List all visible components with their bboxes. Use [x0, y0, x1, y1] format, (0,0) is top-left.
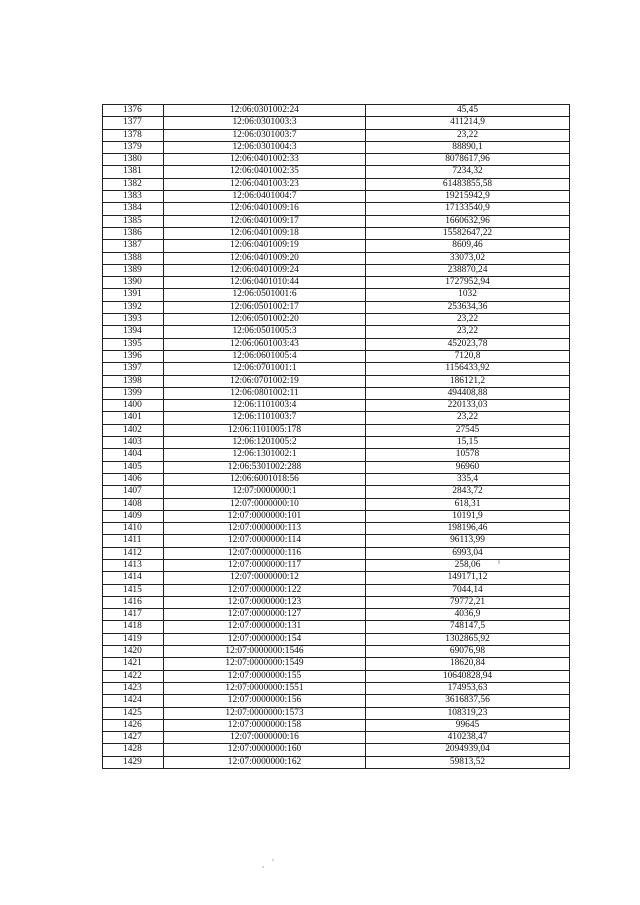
cadastral-number-cell: 12:06:0401002:35 — [164, 166, 366, 178]
cadastral-number-cell: 12:06:0801002:11 — [164, 387, 366, 399]
cadastral-number-cell: 12:06:1101003:4 — [164, 400, 366, 412]
cadastral-number-cell: 12:06:0401009:18 — [164, 227, 366, 239]
table-row — [103, 289, 570, 301]
row-number-cell: 1385 — [103, 215, 164, 227]
row-number-cell: 1389 — [103, 264, 164, 276]
row-number-cell: 1377 — [103, 117, 164, 129]
row-number-cell: 1418 — [103, 621, 164, 633]
cadastral-number-cell: 12:07:0000000:117 — [164, 559, 366, 571]
row-number-cell: 1428 — [103, 744, 164, 756]
value-cell: 186121,2 — [366, 375, 570, 387]
value-cell: 4036,9 — [366, 609, 570, 621]
row-number-cell: 1376 — [103, 105, 164, 117]
table-row — [103, 473, 570, 485]
cadastral-number-cell: 12:06:5301002:288 — [164, 461, 366, 473]
cadastral-number-cell: 12:06:0601003:43 — [164, 338, 366, 350]
cadastral-number-cell: 12:07:0000000:101 — [164, 510, 366, 522]
row-number-cell: 1429 — [103, 756, 164, 768]
table-row — [103, 117, 570, 129]
value-cell: 17133540,9 — [366, 203, 570, 215]
table-row — [103, 572, 570, 584]
row-number-cell: 1380 — [103, 154, 164, 166]
table-row — [103, 264, 570, 276]
row-number-cell: 1394 — [103, 326, 164, 338]
value-cell: 33073,02 — [366, 252, 570, 264]
table-row — [103, 707, 570, 719]
cadastral-number-cell: 12:06:6001018:56 — [164, 473, 366, 485]
row-number-cell: 1405 — [103, 461, 164, 473]
table-row — [103, 326, 570, 338]
row-number-cell: 1393 — [103, 314, 164, 326]
table-row — [103, 510, 570, 522]
value-cell: 15,15 — [366, 437, 570, 449]
row-number-cell: 1417 — [103, 609, 164, 621]
cadastral-number-cell: 12:06:0401009:16 — [164, 203, 366, 215]
cadastral-number-cell: 12:06:0501001:6 — [164, 289, 366, 301]
row-number-cell: 1388 — [103, 252, 164, 264]
cadastral-number-cell: 12:07:0000000:10 — [164, 498, 366, 510]
table-row — [103, 486, 570, 498]
value-cell: 8609,46 — [366, 240, 570, 252]
table-row — [103, 154, 570, 166]
value-cell: 1660632,96 — [366, 215, 570, 227]
table-row — [103, 191, 570, 203]
cadastral-number-cell: 12:07:0000000:127 — [164, 609, 366, 621]
cadastral-number-cell: 12:06:1301002:1 — [164, 449, 366, 461]
row-number-cell: 1379 — [103, 141, 164, 153]
row-number-cell: 1398 — [103, 375, 164, 387]
row-number-cell: 1402 — [103, 424, 164, 436]
value-cell: 7120,8 — [366, 350, 570, 362]
row-number-cell: 1407 — [103, 486, 164, 498]
table-row — [103, 547, 570, 559]
value-cell: 99645 — [366, 719, 570, 731]
row-number-cell: 1381 — [103, 166, 164, 178]
table-row — [103, 166, 570, 178]
row-number-cell: 1400 — [103, 400, 164, 412]
table-row — [103, 178, 570, 190]
value-cell: 61483855,58 — [366, 178, 570, 190]
value-cell: 1032 — [366, 289, 570, 301]
cadastral-value-table — [102, 104, 570, 769]
cadastral-number-cell: 12:07:0000000:116 — [164, 547, 366, 559]
cadastral-number-cell: 12:07:0000000:1551 — [164, 682, 366, 694]
cadastral-number-cell: 12:06:0401009:19 — [164, 240, 366, 252]
table-row — [103, 277, 570, 289]
row-number-cell: 1427 — [103, 732, 164, 744]
row-number-cell: 1419 — [103, 633, 164, 645]
table-row — [103, 301, 570, 313]
value-cell: 45,45 — [366, 105, 570, 117]
scan-speck — [498, 560, 500, 564]
value-cell: 23,22 — [366, 412, 570, 424]
cadastral-number-cell: 12:06:0601005:4 — [164, 350, 366, 362]
table-row — [103, 719, 570, 731]
row-number-cell: 1387 — [103, 240, 164, 252]
cadastral-number-cell: 12:06:1101003:7 — [164, 412, 366, 424]
table-row — [103, 424, 570, 436]
value-cell: 15582647,22 — [366, 227, 570, 239]
value-cell: 23,22 — [366, 129, 570, 141]
row-number-cell: 1396 — [103, 350, 164, 362]
cadastral-number-cell: 12:06:0701001:1 — [164, 363, 366, 375]
row-number-cell: 1406 — [103, 473, 164, 485]
value-cell: 1156433,92 — [366, 363, 570, 375]
row-number-cell: 1408 — [103, 498, 164, 510]
row-number-cell: 1409 — [103, 510, 164, 522]
row-number-cell: 1415 — [103, 584, 164, 596]
value-cell: 69076,98 — [366, 646, 570, 658]
table-row — [103, 523, 570, 535]
cadastral-number-cell: 12:06:0501002:17 — [164, 301, 366, 313]
value-cell: 238870,24 — [366, 264, 570, 276]
table-row — [103, 129, 570, 141]
table-row — [103, 670, 570, 682]
table-row — [103, 363, 570, 375]
row-number-cell: 1423 — [103, 682, 164, 694]
table-row — [103, 400, 570, 412]
cadastral-number-cell: 12:06:0301003:3 — [164, 117, 366, 129]
row-number-cell: 1425 — [103, 707, 164, 719]
value-cell: 59813,52 — [366, 756, 570, 768]
row-number-cell: 1426 — [103, 719, 164, 731]
row-number-cell: 1422 — [103, 670, 164, 682]
value-cell: 23,22 — [366, 326, 570, 338]
table-row — [103, 535, 570, 547]
row-number-cell: 1382 — [103, 178, 164, 190]
table-body — [103, 105, 570, 769]
table-row — [103, 105, 570, 117]
value-cell: 96113,99 — [366, 535, 570, 547]
cadastral-number-cell: 12:07:0000000:114 — [164, 535, 366, 547]
table-row — [103, 621, 570, 633]
table-row — [103, 695, 570, 707]
row-number-cell: 1392 — [103, 301, 164, 313]
table-row — [103, 584, 570, 596]
value-cell: 10640828,94 — [366, 670, 570, 682]
cadastral-number-cell: 12:07:0000000:155 — [164, 670, 366, 682]
value-cell: 79772,21 — [366, 596, 570, 608]
value-cell: 108319,23 — [366, 707, 570, 719]
value-cell: 452023,78 — [366, 338, 570, 350]
cadastral-number-cell: 12:07:0000000:1 — [164, 486, 366, 498]
table-row — [103, 227, 570, 239]
cadastral-number-cell: 12:07:0000000:156 — [164, 695, 366, 707]
value-cell: 1302865,92 — [366, 633, 570, 645]
row-number-cell: 1413 — [103, 559, 164, 571]
value-cell: 10191,9 — [366, 510, 570, 522]
row-number-cell: 1399 — [103, 387, 164, 399]
cadastral-number-cell: 12:07:0000000:1546 — [164, 646, 366, 658]
row-number-cell: 1411 — [103, 535, 164, 547]
row-number-cell: 1401 — [103, 412, 164, 424]
value-cell: 198196,46 — [366, 523, 570, 535]
value-cell: 8078617,96 — [366, 154, 570, 166]
value-cell: 149171,12 — [366, 572, 570, 584]
value-cell: 23,22 — [366, 314, 570, 326]
row-number-cell: 1416 — [103, 596, 164, 608]
cadastral-number-cell: 12:06:0301004:3 — [164, 141, 366, 153]
row-number-cell: 1378 — [103, 129, 164, 141]
value-cell: 2843,72 — [366, 486, 570, 498]
row-number-cell: 1412 — [103, 547, 164, 559]
table-row — [103, 596, 570, 608]
table-row — [103, 756, 570, 768]
table-row — [103, 215, 570, 227]
table-row — [103, 682, 570, 694]
value-cell: 7234,32 — [366, 166, 570, 178]
scan-speck — [262, 866, 264, 868]
value-cell: 96960 — [366, 461, 570, 473]
table-row — [103, 658, 570, 670]
row-number-cell: 1414 — [103, 572, 164, 584]
cadastral-number-cell: 12:06:0301003:7 — [164, 129, 366, 141]
scan-speck — [272, 859, 274, 861]
value-cell: 6993,04 — [366, 547, 570, 559]
table-row — [103, 375, 570, 387]
value-cell: 88890,1 — [366, 141, 570, 153]
cadastral-number-cell: 12:07:0000000:122 — [164, 584, 366, 596]
value-cell: 748147,5 — [366, 621, 570, 633]
table-row — [103, 498, 570, 510]
value-cell: 494408,88 — [366, 387, 570, 399]
row-number-cell: 1397 — [103, 363, 164, 375]
cadastral-number-cell: 12:07:0000000:1573 — [164, 707, 366, 719]
value-cell: 253634,36 — [366, 301, 570, 313]
row-number-cell: 1383 — [103, 191, 164, 203]
table-row — [103, 609, 570, 621]
value-cell: 220133,03 — [366, 400, 570, 412]
cadastral-number-cell: 12:06:0501002:20 — [164, 314, 366, 326]
value-cell: 410238,47 — [366, 732, 570, 744]
table-row — [103, 338, 570, 350]
table-row — [103, 449, 570, 461]
row-number-cell: 1391 — [103, 289, 164, 301]
value-cell: 411214,9 — [366, 117, 570, 129]
cadastral-number-cell: 12:06:1201005:2 — [164, 437, 366, 449]
cadastral-number-cell: 12:07:0000000:160 — [164, 744, 366, 756]
cadastral-number-cell: 12:06:1101005:178 — [164, 424, 366, 436]
cadastral-number-cell: 12:07:0000000:123 — [164, 596, 366, 608]
value-cell: 10578 — [366, 449, 570, 461]
cadastral-number-cell: 12:06:0401002:33 — [164, 154, 366, 166]
cadastral-number-cell: 12:06:0401003:23 — [164, 178, 366, 190]
row-number-cell: 1410 — [103, 523, 164, 535]
cadastral-number-cell: 12:07:0000000:162 — [164, 756, 366, 768]
row-number-cell: 1390 — [103, 277, 164, 289]
table-row — [103, 141, 570, 153]
cadastral-number-cell: 12:07:0000000:154 — [164, 633, 366, 645]
table-row — [103, 437, 570, 449]
value-cell: 7044,14 — [366, 584, 570, 596]
cadastral-number-cell: 12:06:0401009:17 — [164, 215, 366, 227]
cadastral-number-cell: 12:06:0401009:24 — [164, 264, 366, 276]
value-cell: 335,4 — [366, 473, 570, 485]
table-row — [103, 633, 570, 645]
value-cell: 18620,84 — [366, 658, 570, 670]
value-cell: 618,31 — [366, 498, 570, 510]
table-row — [103, 646, 570, 658]
cadastral-number-cell: 12:06:0301002:24 — [164, 105, 366, 117]
row-number-cell: 1421 — [103, 658, 164, 670]
cadastral-number-cell: 12:07:0000000:113 — [164, 523, 366, 535]
value-cell: 258,06 — [366, 559, 570, 571]
row-number-cell: 1403 — [103, 437, 164, 449]
table-row — [103, 732, 570, 744]
cadastral-number-cell: 12:07:0000000:16 — [164, 732, 366, 744]
cadastral-number-cell: 12:07:0000000:1549 — [164, 658, 366, 670]
value-cell: 3616837,56 — [366, 695, 570, 707]
cadastral-number-cell: 12:06:0401004:7 — [164, 191, 366, 203]
value-cell: 19215942,9 — [366, 191, 570, 203]
value-cell: 174953,63 — [366, 682, 570, 694]
cadastral-number-cell: 12:06:0701002:19 — [164, 375, 366, 387]
row-number-cell: 1420 — [103, 646, 164, 658]
table-row — [103, 350, 570, 362]
table-row — [103, 412, 570, 424]
table-row — [103, 314, 570, 326]
cadastral-number-cell: 12:07:0000000:158 — [164, 719, 366, 731]
table-row — [103, 240, 570, 252]
row-number-cell: 1386 — [103, 227, 164, 239]
table-row — [103, 387, 570, 399]
table-row — [103, 461, 570, 473]
table-row — [103, 203, 570, 215]
cadastral-number-cell: 12:07:0000000:12 — [164, 572, 366, 584]
row-number-cell: 1404 — [103, 449, 164, 461]
value-cell: 1727952,94 — [366, 277, 570, 289]
cadastral-number-cell: 12:07:0000000:131 — [164, 621, 366, 633]
cadastral-number-cell: 12:06:0401010:44 — [164, 277, 366, 289]
value-cell: 27545 — [366, 424, 570, 436]
row-number-cell: 1424 — [103, 695, 164, 707]
row-number-cell: 1384 — [103, 203, 164, 215]
cadastral-number-cell: 12:06:0501005:3 — [164, 326, 366, 338]
cadastral-number-cell: 12:06:0401009:20 — [164, 252, 366, 264]
table-row — [103, 252, 570, 264]
value-cell: 2094939,04 — [366, 744, 570, 756]
row-number-cell: 1395 — [103, 338, 164, 350]
table-row — [103, 744, 570, 756]
